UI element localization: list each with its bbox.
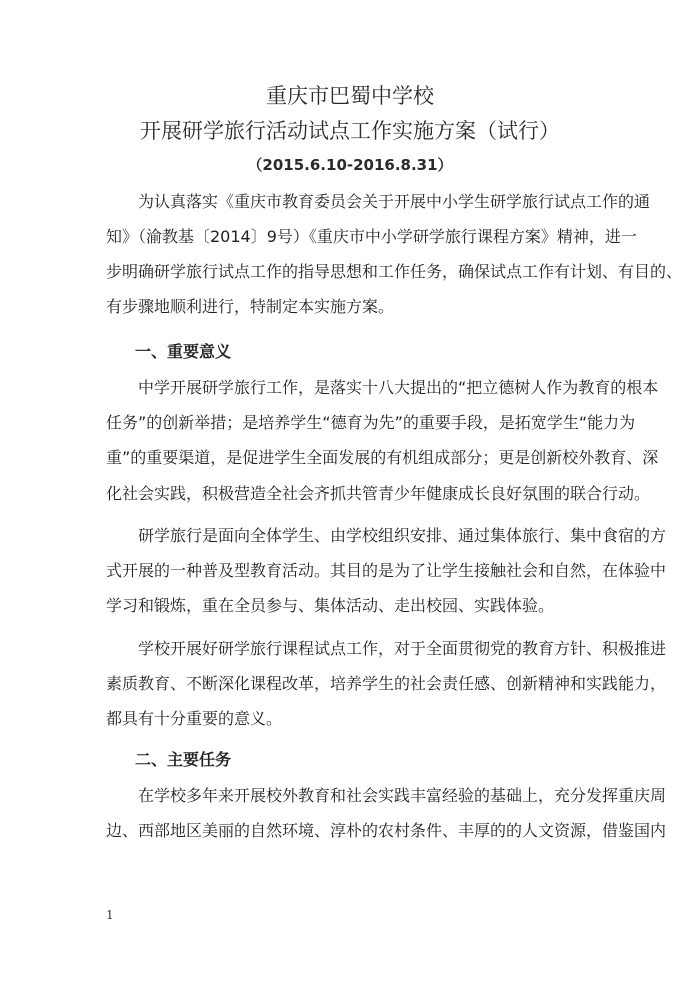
paragraph-line: 任务”的创新举措；是培养学生“德育为先”的重要手段，是拓宽学生“能力为 — [106, 413, 636, 432]
section-heading-1: 一、重要意义 — [135, 342, 232, 361]
school-title: 重庆市巴蜀中学校 — [266, 84, 434, 108]
paragraph-line: 素质教育、不断深化课程改革，培养学生的社会责任感、创新精神和实践能力， — [106, 674, 667, 693]
intro-line: 为认真落实《重庆市教育委员会关于开展中小学生研学旅行试点工作的通 — [138, 192, 651, 211]
paragraph-line: 边、西部地区美丽的自然环境、淳朴的农村条件、丰厚的的人文资源，借鉴国内 — [106, 821, 667, 840]
date-range: （2015.6.10-2016.8.31） — [247, 156, 453, 174]
paragraph-line: 学校开展好研学旅行课程试点工作，对于全面贯彻党的教育方针、积极推进 — [138, 639, 667, 658]
page-number: 1 — [106, 908, 114, 922]
paragraph-line: 重”的重要渠道，是促进学生全面发展的有机组成部分；更是创新校外教育、深 — [106, 448, 659, 467]
section-heading-2: 二、主要任务 — [135, 750, 232, 769]
paragraph-line: 学习和锻炼，重在全员参与、集体活动、走出校园、实践体验。 — [106, 596, 555, 615]
paragraph-line: 都具有十分重要的意义。 — [106, 709, 283, 728]
intro-line: 步明确研学旅行试点工作的指导思想和工作任务，确保试点工作有计划、有目的、 — [106, 262, 683, 281]
paragraph-line: 中学开展研学旅行工作，是落实十八大提出的“把立德树人作为教育的根本 — [138, 378, 659, 397]
paragraph-line: 化社会实践，积极营造全社会齐抓共管青少年健康成长良好氛围的联合行动。 — [106, 484, 651, 503]
intro-line: 有步骤地顺利进行，特制定本实施方案。 — [106, 297, 395, 316]
paragraph-line: 研学旅行是面向全体学生、由学校组织安排、通过集体旅行、集中食宿的方 — [138, 526, 667, 545]
intro-line: 知》（渝教基〔2014〕9号）《重庆市中小学研学旅行课程方案》精神，进一 — [106, 227, 637, 246]
paragraph-line: 在学校多年来开展校外教育和社会实践丰富经验的基础上，充分发挥重庆周 — [138, 786, 667, 805]
document-title: 开展研学旅行活动试点工作实施方案（试行） — [140, 119, 560, 143]
paragraph-line: 式开展的一种普及型教育活动。其目的是为了让学生接触社会和自然，在体验中 — [106, 561, 667, 580]
